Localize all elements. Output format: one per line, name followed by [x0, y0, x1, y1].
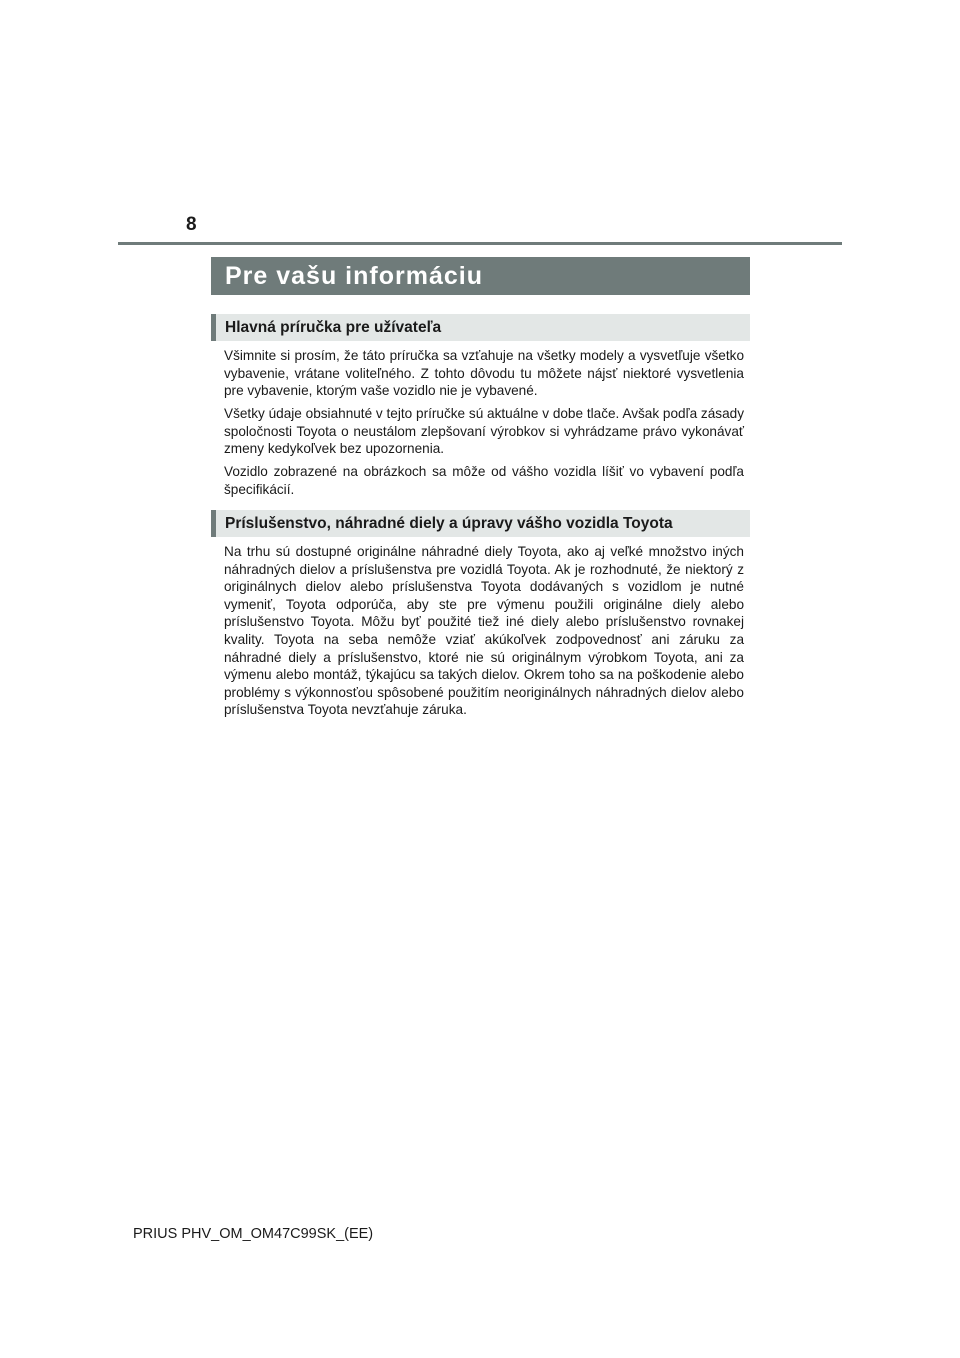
paragraph-models-note: Všimnite si prosím, že táto príručka sa vzťahuje na všetky modely a vysvetľuje všetko vybavenie, vrátane voliteľného. Z tohto dôvodu tu môžete nájsť niektoré vysvetlenia pre vybavenie, ktorým vaše vozidlo nie je vybavené. [224, 348, 744, 399]
section-heading-owners-manual: Hlavná príručka pre užívateľa [211, 314, 750, 341]
page-number: 8 [186, 214, 197, 235]
paragraph-data-current: Všetky údaje obsiahnuté v tejto príručke sú aktuálne v dobe tlače. Avšak podľa zásady spoločnosti Toyota o neustálom zlepšovaní výrobkov si vyhrádzame právo vykonávať zmeny kedykoľvek bez upozornenia. [224, 406, 744, 457]
paragraph-accessories: Na trhu sú dostupné originálne náhradné diely Toyota, ako aj veľké množstvo iných náhradných dielov a príslušenstva pre vozidlá Toyota. Ak je rozhodnuté, že niektorý z originálnych dielov alebo príslušenstva Toyota dodávaných s vozidlom je nutné vymeniť, Toyota odporúča, aby ste pre výmenu použili originálne diely alebo príslušenstvo Toyota. Môžu byť použité tiež iné diely alebo príslušenstvo rovnakej kvality. Toyota na seba nemôže vziať akúkoľvek zodpovednosť ani záruku za náhradné diely a príslušenstvo, ktoré nie sú originálnym výrobkom Toyota, ani za výmenu alebo montáž, týkajúcu sa takých dielov. Okrem toho sa na poškodenie alebo problémy s výkonnosťou spôsobené použitím neoriginálnych náhradných dielov alebo príslušenstva Toyota nevzťahuje záruka. [224, 544, 744, 718]
paragraph-illustrations: Vozidlo zobrazené na obrázkoch sa môže od vášho vozidla líšiť vo vybavení podľa špecifikácií. [224, 464, 744, 497]
footer-document-code: PRIUS PHV_OM_OM47C99SK_(EE) [133, 1226, 374, 1242]
header-rule [118, 242, 842, 245]
section-heading-accessories: Príslušenstvo, náhradné diely a úpravy vášho vozidla Toyota [211, 510, 750, 537]
chapter-title: Pre vašu informáciu [211, 257, 750, 295]
